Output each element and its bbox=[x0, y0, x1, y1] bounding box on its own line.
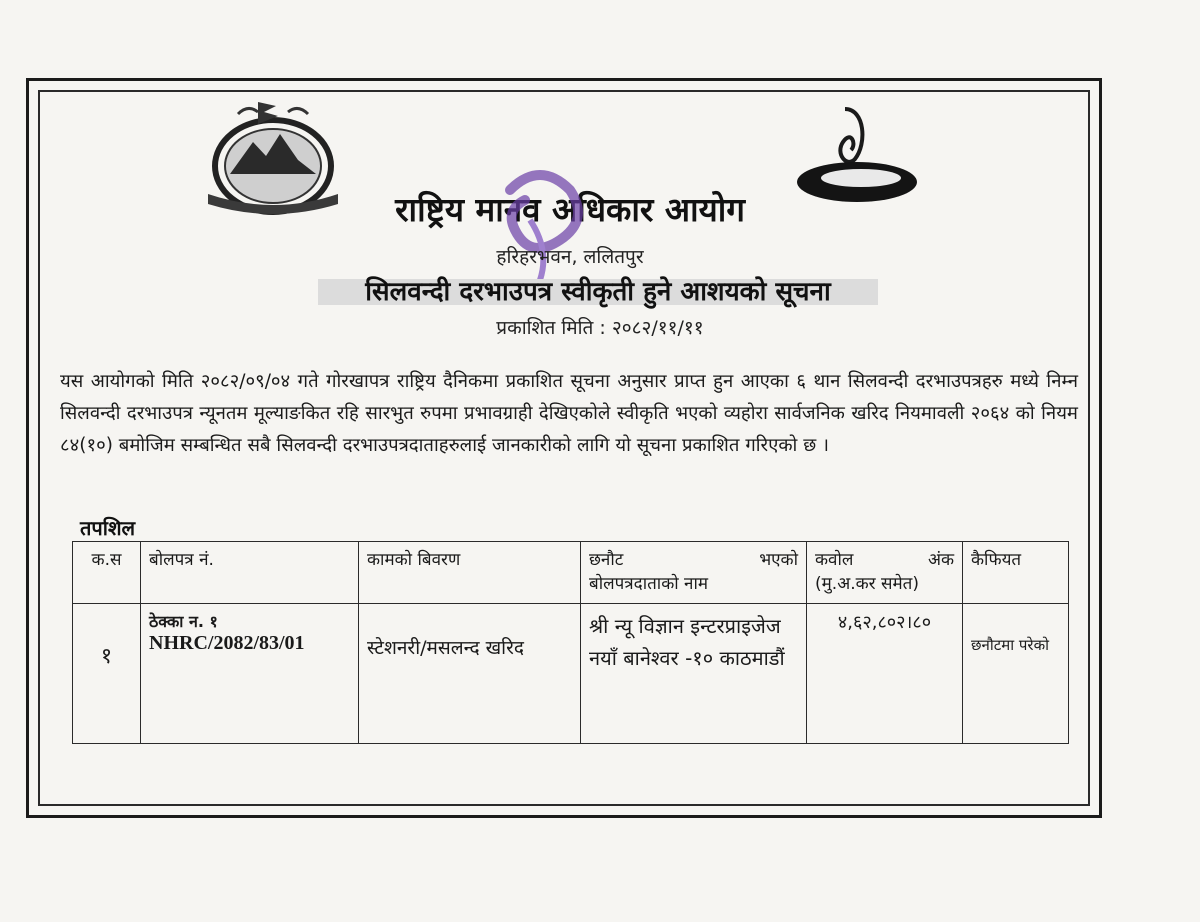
header-bid-no: बोलपत्र नं. bbox=[141, 542, 359, 604]
header-amount-left: कवोल bbox=[815, 550, 854, 570]
row-remarks: छनौटमा परेको bbox=[963, 604, 1069, 744]
publish-date: प्रकाशित मिति : २०८२/११/११ bbox=[496, 317, 704, 339]
table-header-row bbox=[73, 542, 1069, 604]
org-title: राष्ट्रिय मानव अधिकार आयोग bbox=[395, 190, 745, 229]
header-selected-right: भएको bbox=[759, 550, 798, 570]
contract-id: NHRC/2082/83/01 bbox=[149, 632, 305, 654]
header-remarks: कैफियत bbox=[963, 542, 1069, 604]
row-bidder: श्री न्यू विज्ञान इन्टरप्राइजेज नयाँ बानेश्वर -१० काठमाडौं bbox=[581, 604, 807, 744]
header-sn: क.स bbox=[73, 542, 141, 604]
row-amount: ४,६२,८०२।८० bbox=[807, 604, 963, 744]
row-sn: १ bbox=[73, 604, 141, 744]
table-row bbox=[73, 604, 1069, 744]
row-bid-no bbox=[141, 604, 359, 744]
header-description: कामको बिवरण bbox=[359, 542, 581, 604]
details-label: तपशिल bbox=[80, 516, 136, 540]
header-amount-bottom: (मु.अ.कर समेत) bbox=[815, 574, 919, 594]
org-address: हरिहरभवन, ललितपुर bbox=[496, 246, 644, 268]
header-selected-bidder bbox=[581, 542, 807, 604]
header-amount bbox=[807, 542, 963, 604]
header-selected-left: छनौट bbox=[589, 550, 624, 570]
row-description: स्टेशनरी/मसलन्द खरिद bbox=[359, 604, 581, 744]
nepal-emblem-icon bbox=[198, 94, 348, 224]
bid-table bbox=[72, 541, 1069, 744]
notice-paragraph: यस आयोगको मिति २०८२/०९/०४ गते गोरखापत्र राष्ट्रिय दैनिकमा प्रकाशित सूचना अनुसार प्राप्त हुन आएका ६ थान सिलवन्दी दरभाउपत्रहरु मध्ये निम्न सिलवन्दी दरभाउपत्र न्यूनतम मूल्याङकित रहि सारभुत रुपमा प्रभावग्राही देखिएकोले स्वीकृति भएको व्यहोरा सार्वजनिक खरिद नियमावली २०६४ को नियम ८४(१०) बमोजिम सम्बन्धित सबै सिलवन्दी दरभाउपत्रदाताहरुलाई जानकारीको लागि यो सूचना प्रकाशित गरिएको छ । bbox=[60, 371, 1078, 456]
nhrc-logo-icon bbox=[795, 104, 920, 204]
notice-title: सिलवन्दी दरभाउपत्र स्वीकृती हुने आशयको सूचना bbox=[318, 272, 878, 308]
header-selected-bottom: बोलपत्रदाताको नाम bbox=[589, 574, 709, 594]
header-amount-right: अंक bbox=[927, 550, 954, 570]
contract-label: ठेक्का न. १ bbox=[149, 612, 218, 631]
